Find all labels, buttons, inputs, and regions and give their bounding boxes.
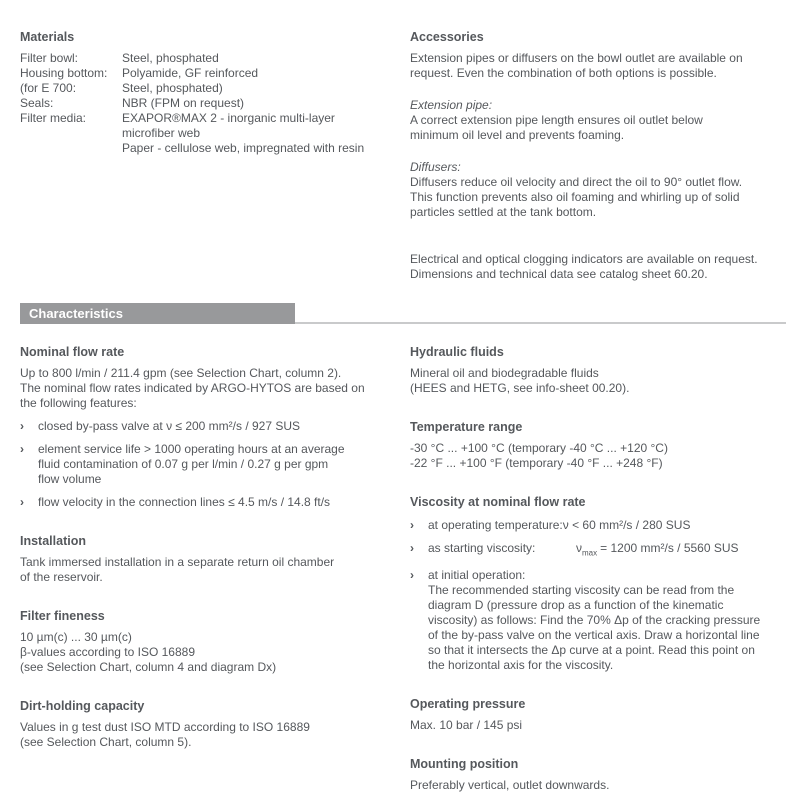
accessories-extension-pipe bbox=[410, 98, 795, 143]
operating-pressure-text bbox=[410, 718, 795, 733]
text-line: particles settled at the tank bottom. bbox=[410, 205, 597, 219]
bullet-text bbox=[428, 568, 795, 673]
text-line: Max. 10 bar / 145 psi bbox=[410, 718, 523, 733]
bullet-item bbox=[20, 495, 395, 510]
materials-row-value: Steel, phosphated bbox=[122, 51, 219, 65]
mounting-position-title: Mounting position bbox=[410, 757, 519, 772]
nu-symbol-subscript: max bbox=[582, 548, 598, 558]
text-line: at operating temperature:ν < 60 mm²/s / 280 SUS bbox=[428, 518, 691, 532]
dirt-holding-capacity-title: Dirt-holding capacity bbox=[20, 699, 145, 713]
bullet-text bbox=[428, 541, 795, 560]
hydraulic-fluids-title: Hydraulic fluids bbox=[410, 345, 504, 359]
accessories-diffusers bbox=[410, 160, 795, 220]
materials-row-value: NBR (FPM on request) bbox=[122, 96, 245, 110]
text-line: closed by-pass valve at ν ≤ 200 mm²/s / 927 SUS bbox=[38, 419, 301, 433]
materials-title: Materials bbox=[20, 30, 75, 44]
nu-symbol: ν bbox=[576, 541, 582, 555]
text-line: (see Selection Chart, column 4 and diagram Dx) bbox=[20, 660, 277, 674]
materials-row bbox=[20, 126, 395, 141]
text-line: A correct extension pipe length ensures oil outlet below bbox=[410, 113, 703, 127]
initial-operation-text bbox=[428, 583, 795, 673]
text-line: element service life > 1000 operating hours at an average bbox=[38, 442, 345, 456]
bullet-item bbox=[20, 419, 395, 434]
bullet-icon: › bbox=[20, 442, 24, 456]
bullet-item bbox=[410, 568, 795, 673]
materials-row-label: Filter bowl: bbox=[20, 51, 79, 65]
bullet-icon: › bbox=[410, 518, 414, 532]
starting-viscosity-value: = 1200 mm²/s / 5560 SUS bbox=[600, 541, 739, 555]
text-line: The recommended starting viscosity can be read from the bbox=[428, 583, 735, 598]
materials-row bbox=[20, 141, 395, 156]
filter-fineness-text bbox=[20, 630, 395, 675]
bullet-icon: › bbox=[410, 568, 414, 583]
materials-row-label: Seals: bbox=[20, 96, 54, 110]
nominal-flow-rate-title: Nominal flow rate bbox=[20, 345, 125, 359]
materials-row bbox=[20, 96, 395, 111]
materials-row bbox=[20, 66, 395, 81]
initial-operation-label: at initial operation: bbox=[428, 568, 526, 583]
text-line: Values in g test dust ISO MTD according to ISO 16889 bbox=[20, 720, 310, 734]
materials-row-value: Polyamide, GF reinforced bbox=[122, 66, 259, 80]
materials-row-label bbox=[20, 126, 122, 141]
bullet-icon: › bbox=[20, 495, 24, 509]
text-line: -30 °C ... +100 °C (temporary -40 °C ... +120 °C) bbox=[410, 441, 668, 455]
characteristics-banner-label: Characteristics bbox=[20, 303, 295, 324]
accessories-note bbox=[410, 252, 795, 282]
text-line: (HEES and HETG, see info-sheet 00.20). bbox=[410, 381, 630, 395]
text-line: β-values according to ISO 16889 bbox=[20, 645, 196, 659]
materials-row-label: Filter media: bbox=[20, 111, 87, 125]
accessories-intro bbox=[410, 51, 795, 81]
operating-pressure-title: Operating pressure bbox=[410, 697, 526, 712]
text-line: the horizontal axis for the viscosity. bbox=[428, 658, 614, 673]
text-line: of the reservoir. bbox=[20, 570, 103, 584]
accessories-title: Accessories bbox=[410, 30, 484, 44]
materials-row bbox=[20, 111, 395, 126]
nominal-flow-rate-intro bbox=[20, 366, 395, 411]
text-line: the following features: bbox=[20, 396, 137, 410]
extension-pipe-label: Extension pipe: bbox=[410, 98, 493, 112]
materials-row bbox=[20, 51, 395, 66]
text-line: Up to 800 l/min / 211.4 gpm (see Selection Chart, column 2). bbox=[20, 366, 342, 380]
bullet-icon: › bbox=[20, 419, 24, 433]
hydraulic-fluids-text bbox=[410, 366, 795, 396]
materials-row-value: Steel, phosphated) bbox=[122, 81, 223, 95]
text-line: flow velocity in the connection lines ≤ 4.5 m/s / 14.8 ft/s bbox=[38, 495, 331, 509]
materials-row bbox=[20, 81, 395, 96]
text-line: Extension pipes or diffusers on the bowl outlet are available on bbox=[410, 51, 743, 65]
text-line: viscosity) as follows: Find the 70% Δp of the cracking pressure bbox=[428, 613, 761, 628]
temperature-range-title: Temperature range bbox=[410, 420, 523, 434]
installation-text bbox=[20, 555, 395, 585]
viscosity-title: Viscosity at nominal flow rate bbox=[410, 495, 586, 509]
text-line: Electrical and optical clogging indicators are available on request. bbox=[410, 252, 758, 266]
characteristics-left-column bbox=[20, 345, 395, 750]
text-line: Preferably vertical, outlet downwards. bbox=[410, 778, 610, 793]
text-line: Tank immersed installation in a separate return oil chamber bbox=[20, 555, 335, 569]
materials-row-label: (for E 700: bbox=[20, 81, 77, 95]
materials-row-value: microfiber web bbox=[122, 126, 201, 140]
starting-viscosity-label: as starting viscosity: bbox=[428, 541, 536, 555]
text-line: Mineral oil and biodegradable fluids bbox=[410, 366, 599, 380]
materials-table bbox=[20, 51, 395, 156]
diffusers-text bbox=[410, 175, 795, 220]
materials-section bbox=[20, 30, 395, 156]
materials-row-label: Housing bottom: bbox=[20, 66, 108, 80]
diffusers-label: Diffusers: bbox=[410, 160, 461, 174]
text-line: (see Selection Chart, column 5). bbox=[20, 735, 192, 749]
materials-row-label bbox=[20, 141, 122, 156]
text-line: minimum oil level and prevents foaming. bbox=[410, 128, 625, 142]
text-line: Diffusers reduce oil velocity and direct the oil to 90° outlet flow. bbox=[410, 175, 743, 189]
materials-row-value: EXAPOR®MAX 2 - inorganic multi-layer bbox=[122, 111, 335, 125]
mounting-position-text bbox=[410, 778, 795, 793]
text-line: The nominal flow rates indicated by ARGO-HYTOS are based on bbox=[20, 381, 365, 395]
text-line: of the by-pass valve on the vertical axis. Draw a horizontal line bbox=[428, 628, 760, 643]
text-line: fluid contamination of 0.07 g per l/min / 0.27 g per gpm bbox=[38, 457, 329, 471]
extension-pipe-text bbox=[410, 113, 795, 143]
bullet-text bbox=[38, 442, 395, 487]
text-line: flow volume bbox=[38, 472, 102, 486]
text-line: Dimensions and technical data see catalog sheet 60.20. bbox=[410, 267, 708, 281]
accessories-section bbox=[410, 30, 795, 282]
dirt-holding-capacity-text bbox=[20, 720, 395, 750]
bullet-text bbox=[38, 419, 395, 434]
bullet-text bbox=[38, 495, 395, 510]
bullet-text bbox=[428, 518, 795, 533]
text-line: diagram D (pressure drop as a function of the kinematic bbox=[428, 598, 724, 613]
bullet-item bbox=[20, 442, 395, 487]
bullet-item bbox=[410, 541, 795, 560]
filter-fineness-title: Filter fineness bbox=[20, 609, 105, 623]
bullet-icon: › bbox=[410, 541, 414, 555]
text-line: so that it intersects the Δp curve at a point. Read this point on bbox=[428, 643, 755, 658]
installation-title: Installation bbox=[20, 534, 86, 548]
text-line: -22 °F ... +100 °F (temporary -40 °F ... +248 °F) bbox=[410, 456, 663, 470]
temperature-range-text bbox=[410, 441, 795, 471]
text-line: 10 µm(c) ... 30 µm(c) bbox=[20, 630, 132, 644]
characteristics-banner bbox=[20, 303, 786, 324]
bullet-item bbox=[410, 518, 795, 533]
characteristics-right-column bbox=[410, 345, 795, 793]
text-line: This function prevents also oil foaming and whirling up of solid bbox=[410, 190, 740, 204]
materials-row-value: Paper - cellulose web, impregnated with resin bbox=[122, 141, 365, 155]
text-line: request. Even the combination of both options is possible. bbox=[410, 66, 717, 80]
